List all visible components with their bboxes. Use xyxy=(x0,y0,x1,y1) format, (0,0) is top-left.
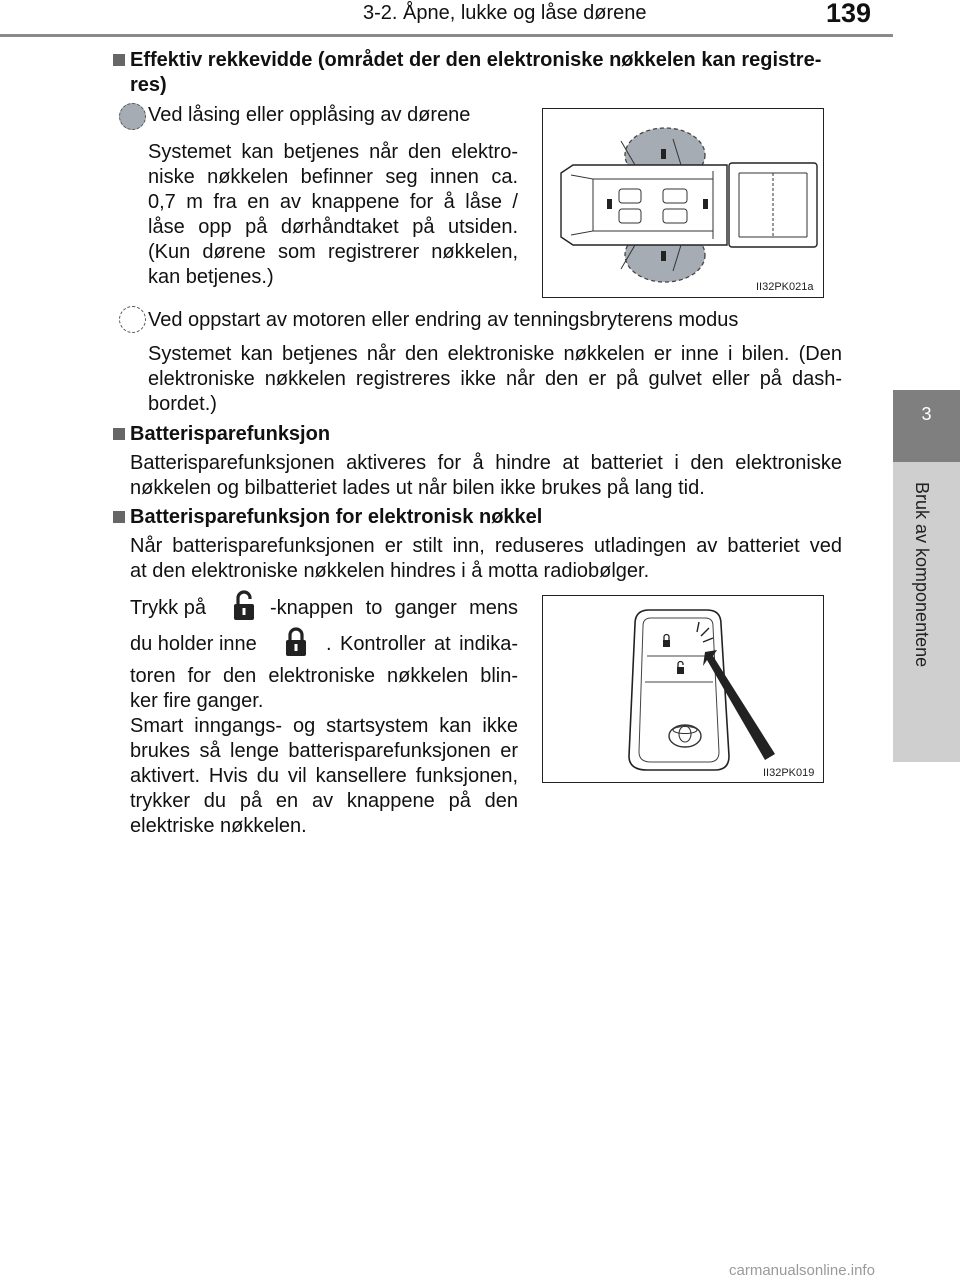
range-marker-icon xyxy=(119,103,146,130)
item1-line: låse opp på dørhåndtaket på utsiden. xyxy=(148,216,518,238)
battery-saver-heading: Batterisparefunksjon xyxy=(130,423,331,445)
instruction-part: Trykk på xyxy=(130,597,206,619)
item2-line: bordet.) xyxy=(148,393,217,415)
key-fob-figure-code: II32PK019 xyxy=(763,767,815,779)
item1-line: (Kun dørene som registrerer nøkkelen, xyxy=(148,241,518,263)
battery-saver-line: Batterisparefunksjonen aktiveres for å hindre at batteriet i den elektroniske xyxy=(130,452,842,474)
chapter-tab-title: Bruk av komponentene xyxy=(912,482,932,668)
item1-line: kan betjenes.) xyxy=(148,266,274,288)
range-heading-line2: res) xyxy=(130,74,167,96)
key-saver-line: Når batterisparefunksjonen er stilt inn, reduseres utladingen av batteriet ved xyxy=(130,535,842,557)
section-title: 3-2. Åpne, lukke og låse dørene xyxy=(363,2,647,24)
range-figure xyxy=(542,108,824,298)
key-fob-figure xyxy=(542,595,824,783)
instruction-part: -knappen to ganger mens xyxy=(270,597,518,619)
key-saver-line: at den elektroniske nøkkelen hindres i å motta radiobølger. xyxy=(130,560,650,582)
item2-line: Systemet kan betjenes når den elektroniske nøkkelen er inne i bilen. (Den xyxy=(148,343,842,365)
instruction-line: aktivert. Hvis du vil kansellere funksjonen, xyxy=(130,765,518,787)
chapter-tab-number: 3 xyxy=(893,390,960,462)
square-bullet-icon xyxy=(113,54,125,66)
instruction-line: ker fire ganger. xyxy=(130,690,264,712)
vehicle-top-view-illustration xyxy=(543,109,823,297)
range-heading-line1: Effektiv rekkevidde (området der den elektroniske nøkkelen kan registre- xyxy=(130,49,822,71)
item1-title: Ved låsing eller opplåsing av dørene xyxy=(148,104,471,126)
key-saver-heading: Batterisparefunksjon for elektronisk nøkkel xyxy=(130,506,543,528)
item2-title: Ved oppstart av motoren eller endring av tenningsbryterens modus xyxy=(148,309,739,331)
header-divider xyxy=(0,34,893,37)
instruction-part: du holder inne xyxy=(130,633,257,655)
item2-line: elektroniske nøkkelen registreres ikke når den er på gulvet eller på dash- xyxy=(148,368,842,390)
range-figure-code: II32PK021a xyxy=(756,281,814,293)
item1-line: 0,7 m fra en av knappene for å låse / xyxy=(148,191,518,213)
footer-watermark: carmanualsonline.info xyxy=(729,1262,875,1279)
instruction-part: . Kontroller at indika- xyxy=(326,633,518,655)
square-bullet-icon xyxy=(113,511,125,523)
unlock-icon xyxy=(231,590,257,622)
instruction-line: trykker du på en av knappene på den xyxy=(130,790,518,812)
square-bullet-icon xyxy=(113,428,125,440)
battery-saver-line: nøkkelen og bilbatteriet lades ut når bilen ikke brukes på lang tid. xyxy=(130,477,705,499)
instruction-line: elektriske nøkkelen. xyxy=(130,815,307,837)
instruction-line: Smart inngangs- og startsystem kan ikke xyxy=(130,715,518,737)
range-marker-outline-icon xyxy=(119,306,146,333)
instruction-line: toren for den elektroniske nøkkelen blin- xyxy=(130,665,518,687)
item1-line: niske nøkkelen befinner seg innen ca. xyxy=(148,166,518,188)
item1-line: Systemet kan betjenes når den elektro- xyxy=(148,141,518,163)
chapter-tab xyxy=(893,462,960,762)
key-fob-illustration xyxy=(543,596,823,782)
page-number: 139 xyxy=(826,0,872,28)
lock-icon xyxy=(283,626,309,658)
instruction-line: brukes så lenge batterisparefunksjonen er xyxy=(130,740,518,762)
